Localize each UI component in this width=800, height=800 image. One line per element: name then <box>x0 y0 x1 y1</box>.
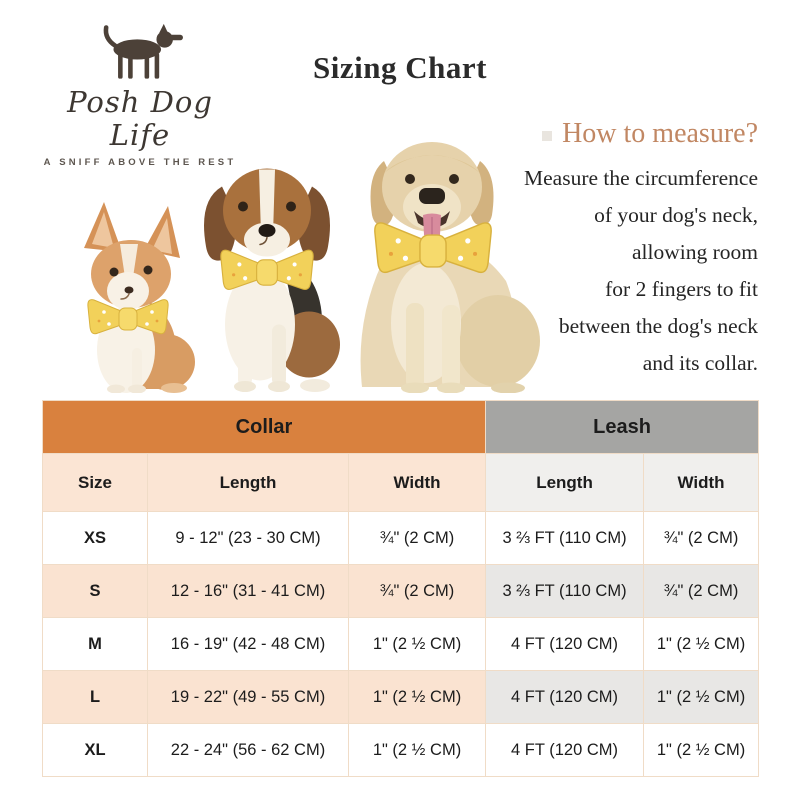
cell-leash-width: ¾" (2 CM) <box>644 565 759 618</box>
table-row-l <box>43 671 759 724</box>
cell-collar-width: 1" (2 ½ CM) <box>349 618 486 671</box>
measure-text-line: and its collar. <box>642 351 758 375</box>
table-row-xs <box>43 512 759 565</box>
table-row-xl <box>43 724 759 777</box>
cell-size: L <box>43 671 148 724</box>
page-title: Sizing Chart <box>313 50 487 85</box>
cell-leash-width: ¾" (2 CM) <box>644 512 759 565</box>
how-to-measure-heading-text: How to measure? <box>562 118 758 149</box>
column-header-collar-width: Width <box>349 454 486 512</box>
measure-text-line: of your dog's neck, <box>594 203 758 227</box>
column-header-size: Size <box>43 454 148 512</box>
measure-text-line: Measure the circumference <box>524 166 758 190</box>
column-header-leash-length: Length <box>486 454 644 512</box>
cell-collar-length: 16 - 19" (42 - 48 CM) <box>148 618 349 671</box>
cell-collar-width: ¾" (2 CM) <box>349 512 486 565</box>
table-row-m <box>43 618 759 671</box>
cell-collar-length: 19 - 22" (49 - 55 CM) <box>148 671 349 724</box>
cell-leash-length: 4 FT (120 CM) <box>486 724 644 777</box>
cell-collar-length: 9 - 12" (23 - 30 CM) <box>148 512 349 565</box>
table-row-s <box>43 565 759 618</box>
cell-size: S <box>43 565 148 618</box>
column-header-leash-width: Width <box>644 454 759 512</box>
measure-text-line: for 2 fingers to fit <box>605 277 758 301</box>
cell-leash-width: 1" (2 ½ CM) <box>644 671 759 724</box>
how-to-measure-heading <box>470 118 758 150</box>
measure-text-line: allowing room <box>632 240 758 264</box>
how-to-measure-section <box>470 118 758 382</box>
cell-leash-length: 3 ⅔ FT (110 CM) <box>486 512 644 565</box>
cell-size: M <box>43 618 148 671</box>
cell-size: XS <box>43 512 148 565</box>
column-header-collar-length: Length <box>148 454 349 512</box>
cell-leash-width: 1" (2 ½ CM) <box>644 724 759 777</box>
faint-bullet-mark <box>542 131 552 141</box>
cell-collar-width: 1" (2 ½ CM) <box>349 671 486 724</box>
brand-tagline: A SNIFF ABOVE THE REST <box>43 156 237 168</box>
table-group-header-row <box>43 401 759 454</box>
cell-collar-length: 22 - 24" (56 - 62 CM) <box>148 724 349 777</box>
cell-collar-length: 12 - 16" (31 - 41 CM) <box>148 565 349 618</box>
cell-leash-length: 3 ⅔ FT (110 CM) <box>486 565 644 618</box>
cell-leash-width: 1" (2 ½ CM) <box>644 618 759 671</box>
cell-collar-width: 1" (2 ½ CM) <box>349 724 486 777</box>
brand-name: Posh Dog Life <box>67 85 213 153</box>
leash-group-header: Leash <box>486 401 759 454</box>
cell-leash-length: 4 FT (120 CM) <box>486 671 644 724</box>
cell-size: XL <box>43 724 148 777</box>
cell-collar-width: ¾" (2 CM) <box>349 565 486 618</box>
collar-group-header: Collar <box>43 401 486 454</box>
table-column-header-row <box>43 454 759 512</box>
sizing-table <box>42 400 759 777</box>
measure-text-line: between the dog's neck <box>558 314 758 338</box>
cell-leash-length: 4 FT (120 CM) <box>486 618 644 671</box>
